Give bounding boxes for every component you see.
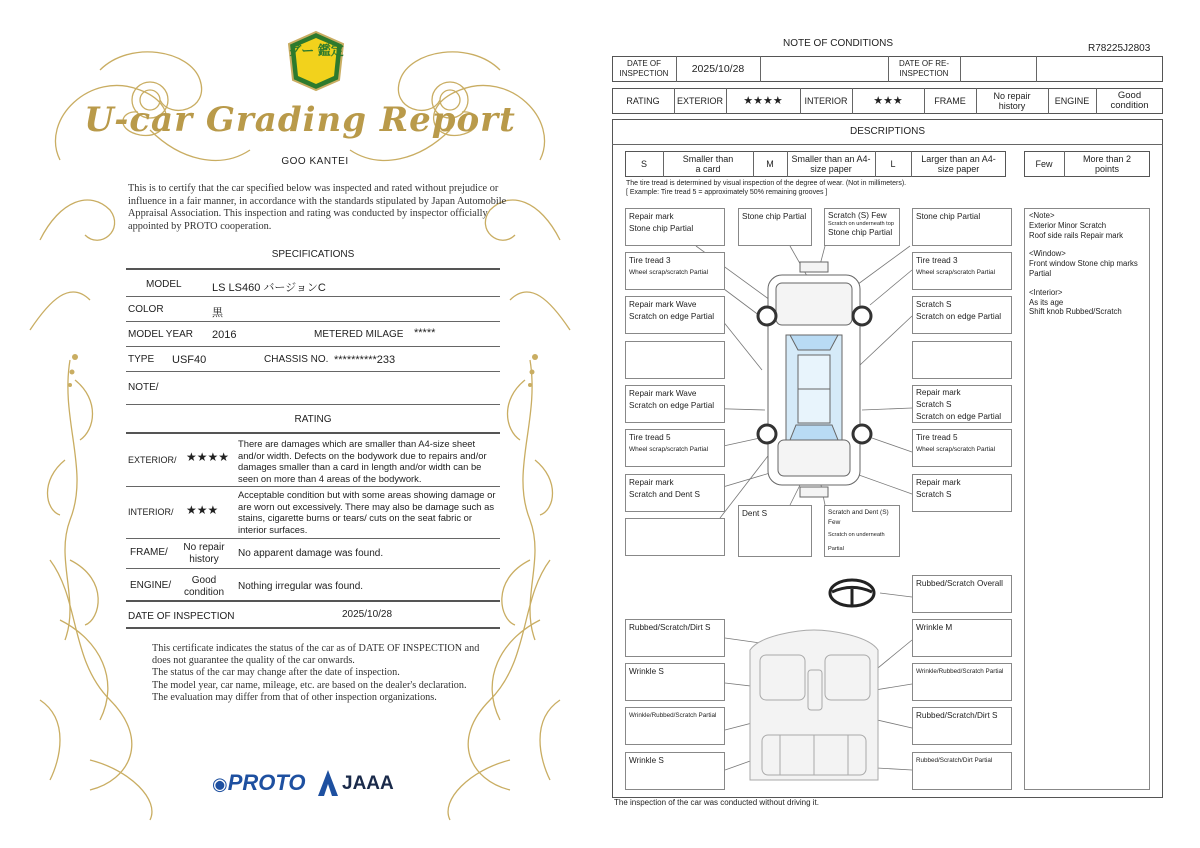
interior-line: As its age bbox=[1029, 297, 1064, 307]
chassis-label: CHASSIS NO. bbox=[264, 354, 329, 365]
engine-label: ENGINE/ bbox=[130, 580, 172, 591]
interior-note-right-1: Wrinkle M bbox=[912, 619, 1012, 657]
type-label: TYPE bbox=[128, 354, 155, 365]
exterior-note-right-2: Tire tread 3 Wheel scrap/scratch Partial bbox=[912, 252, 1012, 290]
note-label: NOTE/ bbox=[128, 382, 159, 393]
interior-stars: ★★★ bbox=[186, 503, 219, 517]
note-line: Roof side rails Repair mark bbox=[1029, 230, 1124, 240]
exterior-stars: ★★★★ bbox=[743, 95, 783, 107]
exterior-note-left-2: Tire tread 3 Wheel scrap/scratch Partial bbox=[625, 252, 725, 290]
report-title: NOTE OF CONDITIONS bbox=[783, 38, 893, 49]
color-value: 黒 bbox=[212, 307, 223, 319]
tire-tread-example: [ Example: Tire tread 5 = approximately 50% remaining grooves ] bbox=[626, 189, 828, 196]
exterior-note-right-5: Repair mark Scratch S Scratch on edge Partial bbox=[912, 385, 1012, 423]
rating-heading: RATING bbox=[294, 414, 332, 425]
frame-label: FRAME/ bbox=[130, 547, 168, 558]
note-line: Exterior Minor Scratch bbox=[1029, 220, 1107, 230]
exterior-stars: ★★★★ bbox=[186, 450, 230, 464]
legend-few: Few bbox=[1035, 159, 1053, 169]
legend-few-desc: More than 2 points bbox=[1082, 154, 1132, 174]
model-year-label: MODEL YEAR bbox=[128, 329, 194, 340]
engine-value: Good condition bbox=[183, 575, 225, 598]
interior-layout-diagram bbox=[750, 630, 878, 780]
type-value: USF40 bbox=[172, 354, 207, 366]
proto-logo-text: PROTO bbox=[227, 770, 306, 795]
exterior-label: EXTERIOR bbox=[676, 96, 723, 106]
metered-mileage-value: ***** bbox=[414, 327, 436, 339]
color-label: COLOR bbox=[128, 304, 164, 315]
specifications-heading: SPECIFICATIONS bbox=[271, 249, 355, 260]
legend-l: L bbox=[890, 159, 896, 169]
exterior-note-left-8 bbox=[625, 518, 725, 556]
car-top-view bbox=[768, 262, 860, 497]
window-heading: <Window> bbox=[1029, 249, 1066, 259]
legend-m: M bbox=[766, 159, 774, 169]
date-of-inspection-value: 2025/10/28 bbox=[342, 609, 393, 620]
interior-note-right-2: Wrinkle/Rubbed/Scratch Partial bbox=[912, 663, 1012, 701]
note-of-conditions-sheet bbox=[600, 0, 1200, 848]
interior-note-left-3: Wrinkle/Rubbed/Scratch Partial bbox=[625, 707, 725, 745]
model-value: LS LS460 バージョンC bbox=[212, 282, 326, 294]
date-of-inspection-label: DATE OF INSPECTION bbox=[128, 611, 235, 622]
note-heading: <Note> bbox=[1029, 211, 1055, 220]
disclaimer-line: The evaluation may differ from that of other inspection organizations. bbox=[152, 691, 437, 703]
exterior-note-left-7: Repair mark Scratch and Dent S bbox=[625, 474, 725, 512]
exterior-note-right-7: Repair mark Scratch S bbox=[912, 474, 1012, 512]
exterior-note-left-1: Repair mark Stone chip Partial bbox=[625, 208, 725, 246]
exterior-note-top-2: Scratch (S) Few Scratch on underneath top Stone chip Partial bbox=[824, 208, 900, 246]
exterior-note-left-3: Repair mark Wave Scratch on edge Partial bbox=[625, 296, 725, 334]
exterior-label: EXTERIOR/ bbox=[128, 455, 177, 465]
exterior-note-left-5: Repair mark Wave Scratch on edge Partial bbox=[625, 385, 725, 423]
frame-value: No repair history bbox=[183, 542, 225, 565]
engine-description: Nothing irregular was found. bbox=[238, 581, 364, 592]
exterior-note-left-6: Tire tread 5 Wheel scrap/scratch Partial bbox=[625, 429, 725, 467]
certificate-subtitle: GOO KANTEI bbox=[281, 156, 349, 167]
certificate-disclaimer bbox=[152, 643, 482, 704]
model-year-value: 2016 bbox=[212, 329, 237, 341]
jaaa-mark-icon bbox=[318, 770, 338, 796]
exterior-note-right-3: Scratch S Scratch on edge Partial bbox=[912, 296, 1012, 334]
engine-label: ENGINE bbox=[1054, 96, 1090, 106]
exterior-note-top-1: Stone chip Partial bbox=[738, 208, 812, 246]
frame-label: FRAME bbox=[934, 96, 966, 106]
window-line: Front window Stone chip marks Partial bbox=[1029, 259, 1138, 278]
date-of-inspection-value: 2025/10/28 bbox=[691, 63, 745, 75]
disclaimer-line: The status of the car may change after the date of inspection. bbox=[152, 667, 400, 679]
interior-note-right-3: Rubbed/Scratch/Dirt S bbox=[912, 707, 1012, 745]
metered-mileage-label: METERED MILAGE bbox=[314, 329, 404, 340]
certificate-title: U-car Grading Report bbox=[84, 100, 516, 140]
legend-m-desc: Smaller than an A4-size paper bbox=[791, 154, 871, 174]
proto-logo bbox=[212, 770, 306, 796]
interior-note-left-2: Wrinkle S bbox=[625, 663, 725, 701]
legend-s: S bbox=[640, 159, 647, 169]
frame-value: No repair history bbox=[993, 91, 1031, 111]
interior-note-left-1: Rubbed/Scratch/Dirt S bbox=[625, 619, 725, 657]
certification-statement: This is to certify that the car specified below was inspected and rated without prejudice or influence in a fair manner, in accordance with the standards stipulated by Japan Automobile Appraisal Association. This inspection and rating was conducted by inspector officially appointed by PROTO cooperation. bbox=[128, 183, 507, 232]
exterior-note-right-4 bbox=[912, 341, 1012, 379]
exterior-note-bottom-1: Dent S bbox=[738, 505, 812, 557]
disclaimer-line: The model year, car name, mileage, etc. are based on the dealer's declaration. bbox=[152, 679, 467, 691]
engine-value: Good condition bbox=[1110, 90, 1149, 111]
exterior-note-right-1: Stone chip Partial bbox=[912, 208, 1012, 246]
steering-wheel-icon bbox=[830, 580, 874, 606]
date-of-reinspection-label: DATE OF RE-INSPECTION bbox=[898, 59, 950, 78]
interior-line: Shift knob Rubbed/Scratch bbox=[1029, 307, 1122, 317]
jaaa-logo-text: JAAA bbox=[342, 773, 394, 794]
interior-stars: ★★★ bbox=[873, 95, 903, 107]
legend-l-desc: Larger than an A4-size paper bbox=[921, 154, 996, 174]
badge-text: グー 鑑定 bbox=[288, 43, 344, 58]
frame-description: No apparent damage was found. bbox=[238, 548, 384, 559]
exterior-description: There are damages which are smaller than A4-size sheet and/or width. Defects on the bodywork due to repairs and/or damages smaller than a card in length and/or width can be seen on more than 4 areas of the bodywork. bbox=[238, 438, 487, 484]
disclaimer-line: This certificate indicates the status of the car as of DATE OF INSPECTION and does not guarantee the quality of the car onwards. bbox=[152, 643, 480, 667]
rating-label: RATING bbox=[626, 96, 660, 106]
interior-description: Acceptable condition but with some areas showing damage or are worn out excessively. There may also be damage such as stains, cigarette burns or tears/ cuts on the seat fabric or interior surfaces. bbox=[238, 489, 496, 535]
notes-panel bbox=[1024, 208, 1150, 790]
legend-s-desc: Smaller than a card bbox=[682, 154, 734, 174]
model-label: MODEL bbox=[146, 279, 182, 290]
exterior-note-left-4 bbox=[625, 341, 725, 379]
interior-heading: <Interior> bbox=[1029, 287, 1063, 297]
chassis-value: **********233 bbox=[334, 354, 396, 366]
interior-note-steering: Rubbed/Scratch Overall bbox=[912, 575, 1012, 613]
report-footer: The inspection of the car was conducted without driving it. bbox=[614, 798, 819, 807]
interior-note-left-4: Wrinkle S bbox=[625, 752, 725, 790]
interior-label: INTERIOR/ bbox=[128, 507, 174, 517]
date-of-inspection-label: DATE OF INSPECTION bbox=[619, 59, 669, 78]
report-id: R78225J2803 bbox=[1088, 43, 1151, 54]
interior-label: INTERIOR bbox=[804, 96, 848, 106]
exterior-note-bottom-2: Scratch and Dent (S) Few Scratch on underneath Partial bbox=[824, 505, 900, 557]
descriptions-heading: DESCRIPTIONS bbox=[849, 125, 925, 137]
exterior-note-right-6: Tire tread 5 Wheel scrap/scratch Partial bbox=[912, 429, 1012, 467]
interior-note-right-4: Rubbed/Scratch/Dirt Partial bbox=[912, 752, 1012, 790]
proto-mark-icon: ◉ bbox=[212, 774, 228, 794]
tire-tread-note: The tire tread is determined by visual inspection of the degree of wear. (Not in millimeters). bbox=[626, 180, 907, 187]
